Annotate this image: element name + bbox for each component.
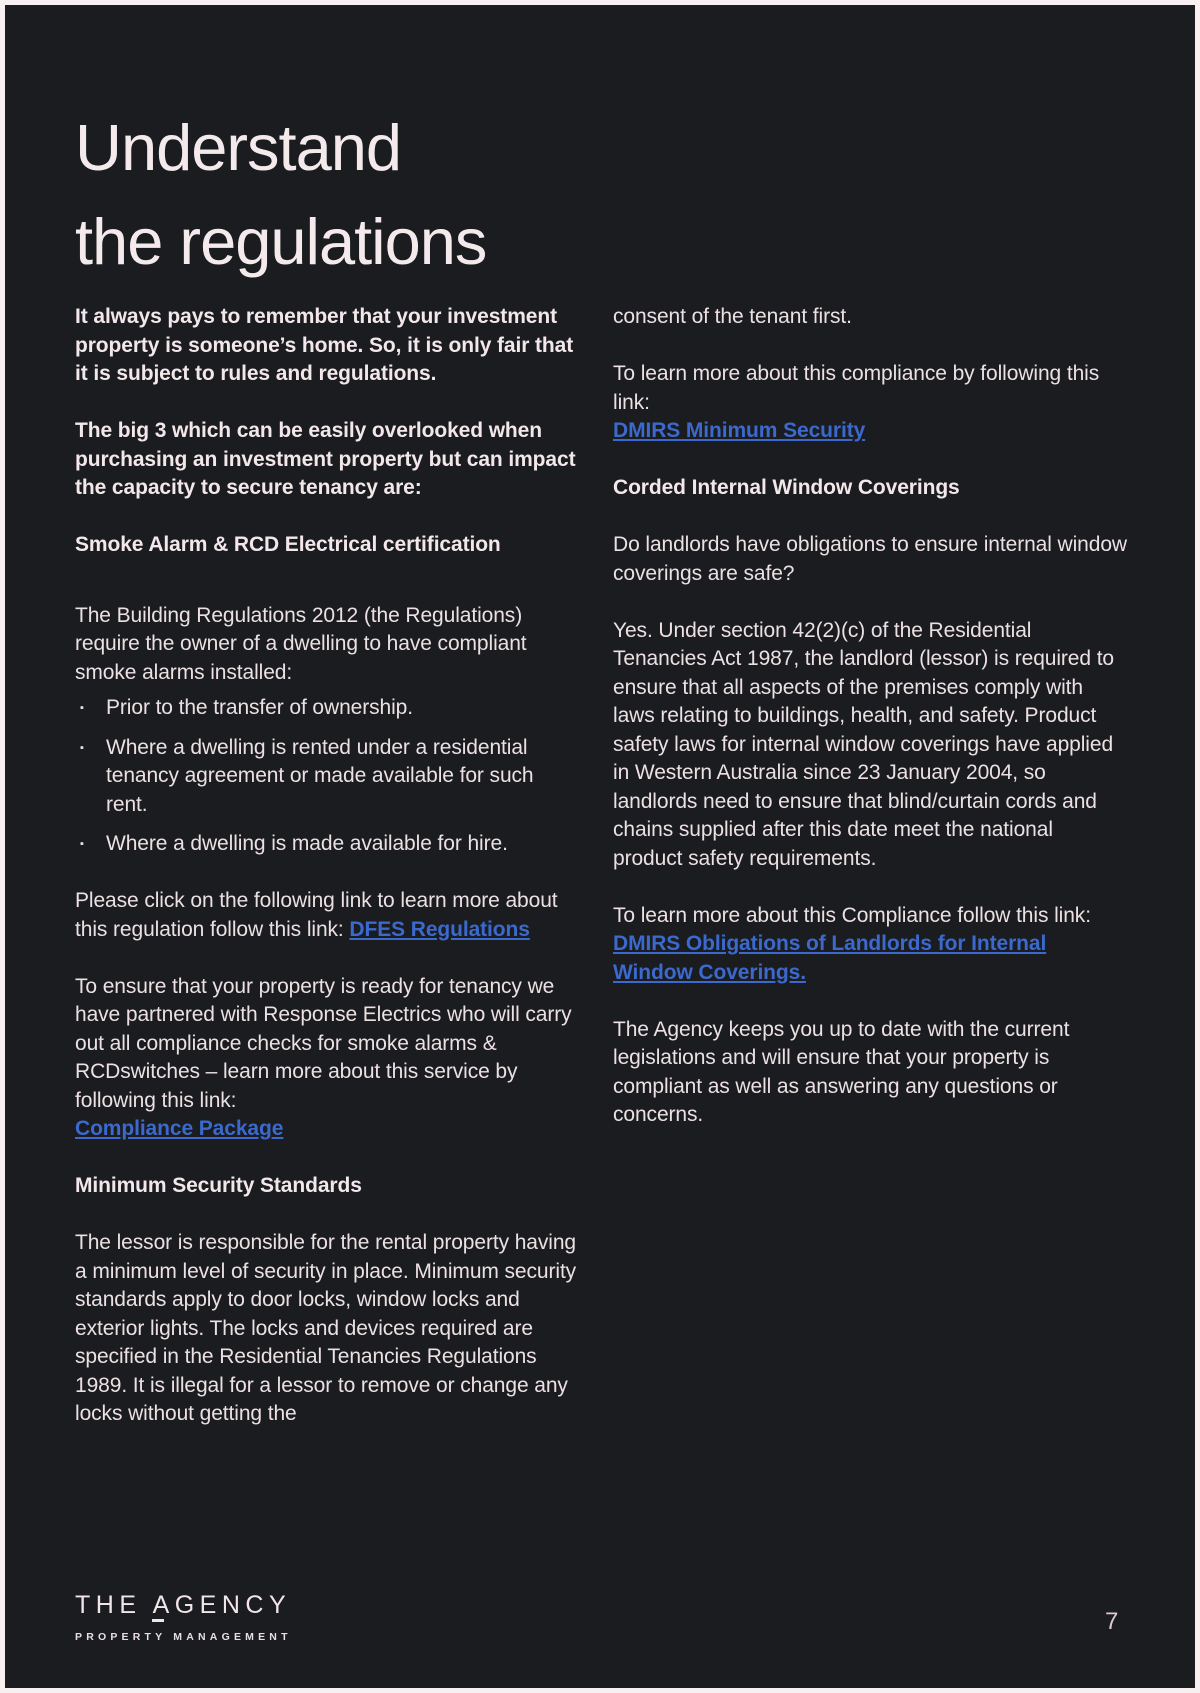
closing-paragraph: The Agency keeps you up to date with the current legislations and will ensure that your property is compliant as well as answering any questions or concerns. bbox=[613, 1017, 1070, 1126]
list-item bbox=[75, 694, 580, 723]
title-line-1: Understand bbox=[75, 110, 402, 184]
intro-paragraph-2: The big 3 which can be easily overlooked when purchasing an investment property but can impact the capacity to secure tenancy are: bbox=[75, 419, 576, 499]
coverings-answer-paragraph: Yes. Under section 42(2)(c) of the Residential Tenancies Act 1987, the landlord (lessor) is required to ensure that all aspects of the premises comply with laws relating to buildings, health, and safety. Product safety laws for internal window coverings have applied in Western Australia since 23 January 2004, so landlords need to ensure that blind/curtain cords and chains supplied after this date meet the national product safety requirements. bbox=[613, 618, 1115, 870]
compliance-link-paragraph bbox=[613, 360, 1127, 446]
smoke-alarm-intro: The Building Regulations 2012 (the Regulations) require the owner of a dwelling to have compliant smoke alarms installed: bbox=[75, 603, 527, 684]
list-item bbox=[75, 830, 580, 859]
page-title bbox=[75, 101, 486, 289]
obligations-link-paragraph bbox=[613, 902, 1127, 988]
logo-tagline: PROPERTY MANAGEMENT bbox=[75, 1631, 292, 1643]
bullet-icon: ▪ bbox=[80, 702, 84, 714]
dmirs-obligations-link[interactable]: DMIRS Obligations of Landlords for Internal Window Coverings. bbox=[613, 932, 1047, 984]
list-item bbox=[75, 734, 580, 820]
obligations-link-text: To learn more about this Compliance follow this link: bbox=[613, 903, 1091, 927]
intro-paragraph-1: It always pays to remember that your investment property is someone’s home. So, it is only fair that it is subject to rules and regulations. bbox=[75, 305, 574, 385]
response-electrics-paragraph bbox=[75, 973, 580, 1144]
bullet-icon: ▪ bbox=[80, 838, 84, 850]
smoke-alarm-heading: Smoke Alarm & RCD Electrical certification bbox=[75, 533, 501, 556]
dfes-paragraph-text: Please click on the following link to learn more about this regulation follow this link: bbox=[75, 889, 558, 941]
compliance-package-link[interactable]: Compliance Package bbox=[75, 1117, 284, 1140]
page-number: 7 bbox=[1105, 1608, 1119, 1635]
title-line-2: the regulations bbox=[75, 204, 487, 278]
minimum-security-paragraph: The lessor is responsible for the rental property having a minimum level of security in place. Minimum security standards apply to door locks, window locks and exterior lights. The locks and devices required are specified in the Residential Tenancies Regulations 1989. It is illegal for a lessor to remove or change any locks without getting the bbox=[75, 1231, 577, 1425]
bullet-text: Where a dwelling is made available for hire. bbox=[106, 832, 508, 855]
left-column bbox=[75, 303, 580, 1457]
consent-paragraph: consent of the tenant first. bbox=[613, 305, 852, 328]
logo-underscore-mark bbox=[152, 1619, 164, 1622]
dmirs-minimum-security-link[interactable]: DMIRS Minimum Security bbox=[613, 419, 866, 442]
dfes-regulations-link[interactable]: DFES Regulations bbox=[349, 917, 530, 941]
smoke-alarm-bullet-list bbox=[75, 694, 580, 859]
corded-coverings-heading: Corded Internal Window Coverings bbox=[613, 476, 960, 499]
bullet-icon: ▪ bbox=[80, 741, 84, 754]
dfes-paragraph bbox=[75, 887, 580, 944]
document-page bbox=[5, 5, 1195, 1688]
response-electrics-text: To ensure that your property is ready for tenancy we have partnered with Response Electrics who will carry out all compliance checks for smoke alarms & RCDswitches – learn more about this service by following this link: bbox=[75, 974, 572, 1112]
bullet-text: Where a dwelling is rented under a residential tenancy agreement or made available for such rent. bbox=[106, 735, 534, 816]
minimum-security-heading: Minimum Security Standards bbox=[75, 1174, 362, 1197]
right-column bbox=[613, 303, 1127, 1158]
the-agency-logo bbox=[75, 1591, 292, 1643]
compliance-link-text: To learn more about this compliance by following this link: bbox=[613, 362, 1100, 414]
logo-wordmark: THE AGENCY bbox=[75, 1591, 292, 1619]
coverings-question-paragraph: Do landlords have obligations to ensure internal window coverings are safe? bbox=[613, 533, 1127, 585]
bullet-text: Prior to the transfer of ownership. bbox=[106, 696, 413, 719]
